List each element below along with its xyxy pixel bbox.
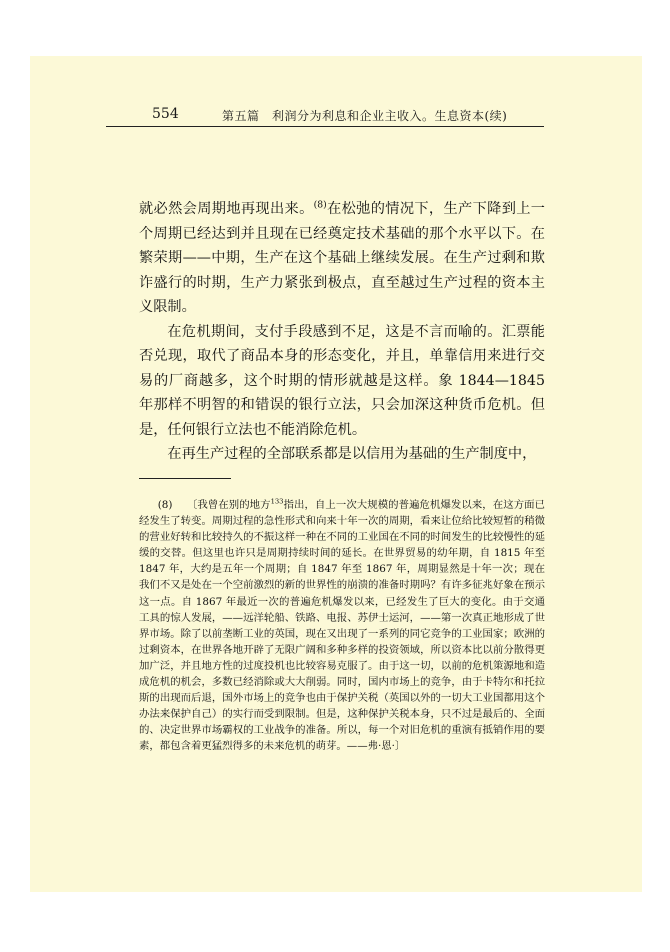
main-text — [139, 197, 545, 467]
footnote-marker: (8) — [313, 199, 327, 211]
footnote — [139, 497, 545, 755]
footnote-text: 指出，自上一次大规模的普遍危机爆发以来，在这方面已经发生了转变。周期过程的急性形式和向来十年一次的周期，看来让位给比较短暂的稍微的营业好转和比较持久的不振这样一种在不同的工业国在不同的时间发生的比较慢性的延缓的交替。但这里也许只是周期持续时间的延长。在世界贸易的幼年期，自 1815 年至 1847 年，大约是五年一个周期；自 1847 年至 1867 年，周期显然是十年一次；现在我们不又是处在一个空前激烈的新的世界性的崩溃的准备时期吗？有许多征兆好象在预示这一点。自 1867 年最近一次的普遍危机爆发以来，已经发生了巨大的变化。由于交通工具的惊人发展，——远洋轮船、铁路、电报、苏伊士运河，——第一次真正地形成了世界市场。除了以前垄断工业的英国，现在又出现了一系列的同它竞争的工业国家；欧洲的过剩资本，在世界各地开辟了无限广阔和多种多样的投资领域，所以资本比以前分散得更加广泛，并且地方性的过度投机也比较容易克服了。由于这一切，以前的危机策源地和造成危机的机会，多数已经消除或大大削弱。同时，国内市场上的竞争，由于卡特尔和托拉斯的出现而后退，国外市场上的竞争也由于保护关税（英国以外的一切大工业国都用这个办法来保护自己）的实行而受到限制。但是，这种保护关税本身，只不过是最后的、全面的、决定世界市场霸权的工业战争的准备。所以，每一个对旧危机的重演有抵销作用的要素，都包含着更猛烈得多的未来危机的萌芽。——弗·恩·〕 — [139, 499, 546, 753]
running-header — [106, 102, 544, 127]
paragraph — [139, 197, 545, 320]
paragraph: 在再生产过程的全部联系都是以信用为基础的生产制度中， — [167, 446, 537, 462]
page-number: 554 — [152, 106, 179, 122]
footnote-label: (8) — [157, 499, 173, 511]
footnote-divider — [139, 478, 231, 479]
footnote-text: 〔我曾在别的地方 — [186, 499, 271, 511]
paragraph: 在危机期间，支付手段感到不足，这是不言而喻的。汇票能否兑现，取代了商品本身的形态变化，并且，单靠信用来进行交易的厂商越多，这个时期的情形就越是这样。象 1844—1845 年那样不明智的和错误的银行立法，只会加深这种货币危机。但是，任何银行立法也不能消除危机。 — [139, 323, 545, 438]
chapter-title: 第五篇 利润分为利息和企业主收入。生息资本(续) — [222, 109, 508, 123]
paragraph-text: 在松弛的情况下，生产下降到上一个周期已经达到并且现在已经奠定技术基础的那个水平以下。在繁荣期——中期，生产在这个基础上继续发展。在生产过剩和欺诈盛行的时期，生产力紧张到极点，直至越过生产过程的资本主义限制。 — [139, 201, 545, 315]
paragraph-text: 就必然会周期地再现出来。 — [139, 201, 314, 217]
reference-marker: 133 — [270, 497, 284, 506]
book-page — [30, 56, 642, 892]
